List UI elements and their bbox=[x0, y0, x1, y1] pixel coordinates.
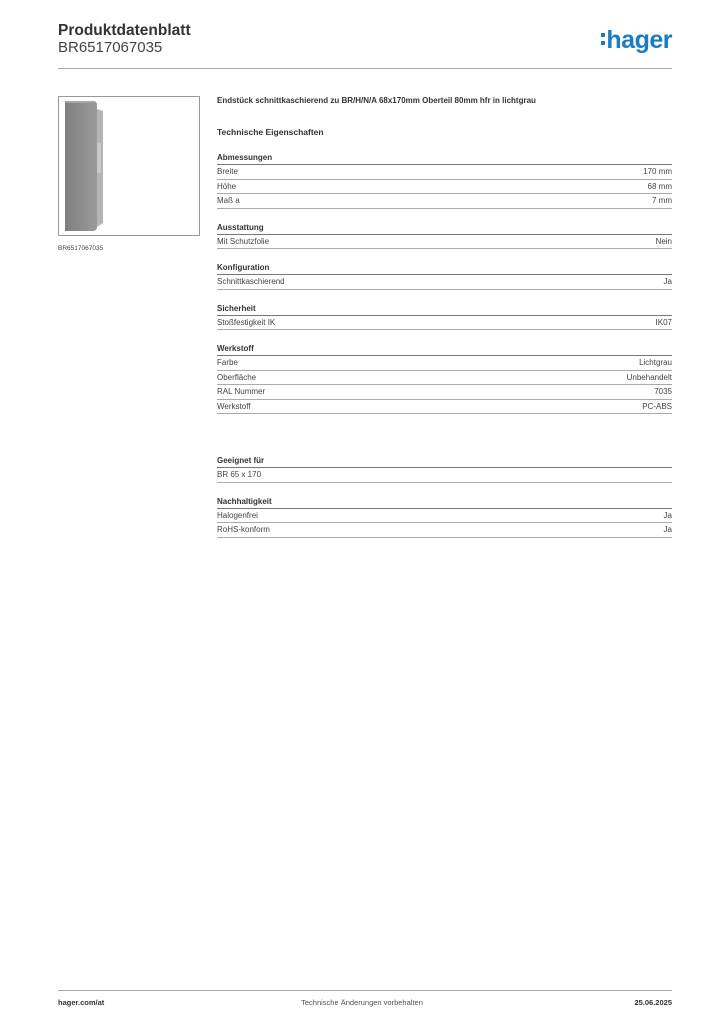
property-label: Mit Schutzfolie bbox=[217, 236, 270, 246]
property-row bbox=[217, 468, 672, 483]
property-row bbox=[217, 165, 672, 180]
property-label: Oberfläche bbox=[217, 372, 257, 382]
property-label: Maß a bbox=[217, 196, 240, 205]
header-divider bbox=[58, 68, 672, 69]
property-groups bbox=[217, 153, 672, 538]
property-row bbox=[217, 194, 672, 209]
end-piece-image bbox=[59, 97, 199, 235]
property-row bbox=[217, 371, 672, 386]
property-row bbox=[217, 235, 672, 250]
footer-website: hager.com/at bbox=[58, 998, 105, 1007]
property-row bbox=[217, 356, 672, 371]
property-value: 7 mm bbox=[652, 196, 672, 205]
property-value: 170 mm bbox=[643, 167, 672, 176]
footer-center-notice: Technische Änderungen vorbehalten bbox=[301, 998, 423, 1007]
hager-logo bbox=[601, 26, 672, 55]
property-group bbox=[217, 304, 672, 331]
property-value: Nein bbox=[655, 236, 672, 246]
property-label: Farbe bbox=[217, 358, 238, 367]
property-value: Ja bbox=[663, 277, 672, 286]
product-description: Endstück schnittkaschierend zu BR/H/N/A 68x170mm Oberteil 80mm hfr in lichtgrau bbox=[217, 96, 536, 105]
property-row bbox=[217, 385, 672, 400]
property-value: 68 mm bbox=[647, 181, 672, 191]
group-title: Werkstoff bbox=[217, 344, 672, 356]
property-value: PC-ABS bbox=[642, 401, 672, 411]
property-group bbox=[217, 263, 672, 290]
property-group bbox=[217, 344, 672, 414]
property-group bbox=[217, 497, 672, 538]
group-title: Konfiguration bbox=[217, 263, 672, 275]
property-row bbox=[217, 275, 672, 290]
property-group bbox=[217, 153, 672, 209]
property-row bbox=[217, 509, 672, 524]
footer-date: 25.06.2025 bbox=[634, 998, 672, 1007]
group-title: Nachhaltigkeit bbox=[217, 497, 672, 509]
image-caption: BR6517067035 bbox=[58, 245, 104, 252]
property-value: Unbehandelt bbox=[626, 372, 672, 382]
property-value: IK07 bbox=[655, 317, 672, 327]
section-title: Technische Eigenschaften bbox=[217, 127, 324, 137]
product-details bbox=[217, 96, 672, 552]
property-label: Höhe bbox=[217, 181, 237, 191]
property-row bbox=[217, 400, 672, 415]
property-value: 7035 bbox=[654, 387, 672, 396]
property-value: Lichtgrau bbox=[639, 358, 672, 367]
page-title: Produktdatenblatt bbox=[58, 22, 191, 39]
logo-dots-icon bbox=[601, 33, 605, 46]
group-spacer bbox=[217, 428, 672, 456]
property-value: Ja bbox=[663, 525, 672, 534]
group-title: Ausstattung bbox=[217, 223, 672, 235]
property-label: Breite bbox=[217, 167, 238, 176]
property-label: RAL Nummer bbox=[217, 387, 266, 396]
product-image bbox=[58, 96, 200, 236]
property-label: BR 65 x 170 bbox=[217, 470, 262, 479]
group-title: Abmessungen bbox=[217, 153, 672, 165]
property-label: RoHS-konform bbox=[217, 525, 270, 534]
property-label: Schnittkaschierend bbox=[217, 277, 285, 286]
product-number: BR6517067035 bbox=[58, 39, 163, 56]
property-value: Ja bbox=[663, 510, 672, 520]
property-group bbox=[217, 456, 672, 483]
property-label: Werkstoff bbox=[217, 401, 251, 411]
footer-divider bbox=[58, 990, 672, 991]
property-row bbox=[217, 316, 672, 331]
logo-text: hager bbox=[606, 26, 672, 54]
group-title: Sicherheit bbox=[217, 304, 672, 316]
property-group bbox=[217, 223, 672, 250]
property-row bbox=[217, 180, 672, 195]
group-title: Geeignet für bbox=[217, 456, 672, 468]
property-label: Halogenfrei bbox=[217, 510, 258, 520]
property-row bbox=[217, 523, 672, 538]
property-label: Stoßfestigkeit IK bbox=[217, 317, 276, 327]
